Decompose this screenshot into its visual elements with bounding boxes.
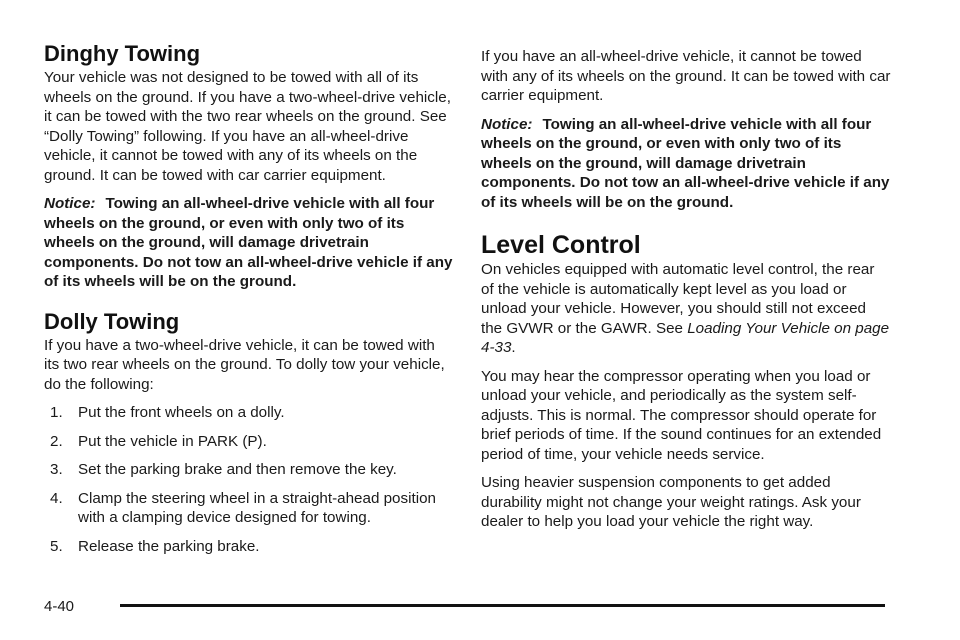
- notice-text: Towing an all-wheel-drive vehicle with all four wheels on the ground, or even with only two of its wheels on the ground, will damage drivetrain components. Do not tow an all-wheel-drive vehicle if any of its wheels will be on the ground.: [44, 195, 453, 290]
- notice-label: Notice:: [481, 115, 533, 133]
- list-item: [44, 432, 454, 452]
- step-text: Set the parking brake and then remove the key.: [78, 461, 397, 478]
- awd-notice: [481, 115, 891, 213]
- dolly-towing-heading: Dolly Towing: [44, 308, 180, 334]
- level-control-heading: Level Control: [481, 231, 641, 259]
- loading-vehicle-reference: Loading Your Vehicle on page 4-33: [481, 319, 890, 356]
- step-number: 1.: [50, 404, 63, 421]
- step-number: 2.: [50, 432, 63, 450]
- level-control-para-3: Using heavier suspension components to get added durability might not change your weight ratings. Ask your dealer to help you load your vehicle the right way.: [481, 474, 861, 530]
- left-column: [44, 40, 454, 565]
- level-control-text-end: .: [511, 339, 516, 356]
- dinghy-towing-body: Your vehicle was not designed to be towed with all of its wheels on the ground. If you have a two-wheel-drive vehicle, it can be towed with the two rear wheels on the ground. See “Dolly Towing” following. If you have an all-wheel-drive vehicle, it cannot be towed with any of its wheels on the ground. It can be towed with car carrier equipment.: [44, 69, 451, 184]
- step-text: Clamp the steering wheel in a straight-ahead position with a clamping device designed for towing.: [78, 489, 436, 526]
- level-control-para-2: You may hear the compressor operating when you load or unload your vehicle, and periodically as the system self-adjusts. This is normal. The compressor should operate for brief periods of time. If the sound continues for an extended period of time, your vehicle needs service.: [481, 367, 882, 463]
- step-text: Put the front wheels on a dolly.: [78, 404, 285, 421]
- step-text: Put the vehicle in PARK (P).: [78, 432, 267, 450]
- step-number: 5.: [50, 537, 63, 555]
- right-column: [481, 47, 891, 541]
- step-number: 4.: [50, 489, 63, 507]
- step-text: Release the parking brake.: [78, 537, 260, 555]
- level-control-para-1: [481, 260, 891, 358]
- list-item: [44, 403, 454, 423]
- list-item: [44, 489, 454, 528]
- level-control-text: On vehicles equipped with automatic level control, the rear of the vehicle is automatically kept level as you load or unload your vehicle. However, you should still not exceed the GVWR or the GAWR. See: [481, 261, 875, 337]
- page-number: 4-40: [44, 598, 75, 615]
- dinghy-towing-heading: Dinghy Towing: [44, 41, 201, 66]
- notice-text: Towing an all-wheel-drive vehicle with all four wheels on the ground, or even with only two of its wheels on the ground, will damage drivetrain components. Do not tow an all-wheel-drive vehicle if any of its wheels will be on the ground.: [481, 115, 890, 211]
- notice-label: Notice:: [44, 195, 96, 212]
- footer-rule: [120, 604, 885, 607]
- awd-body: If you have an all-wheel-drive vehicle, it cannot be towed with any of its wheels on the ground. It can be towed with car carrier equipment.: [481, 48, 891, 104]
- step-number: 3.: [50, 461, 63, 478]
- dolly-towing-intro: If you have a two-wheel-drive vehicle, it can be towed with its two rear wheels on the ground. To dolly tow your vehicle, do the following:: [44, 336, 445, 393]
- dolly-steps-list: [44, 403, 454, 556]
- list-item: [44, 537, 454, 557]
- dinghy-notice: [44, 194, 454, 292]
- list-item: [44, 460, 454, 480]
